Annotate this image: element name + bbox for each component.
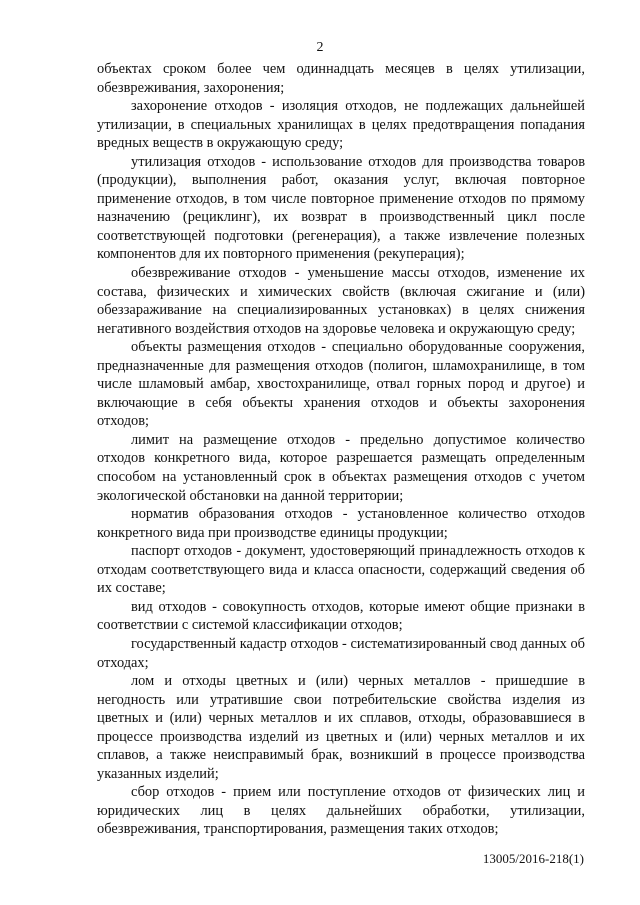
definition-burial: захоронение отходов - изоляция отходов, не подлежащих дальнейшей утилизации, в специальных хранилищах в целях предотвращения попадания вредных веществ в окружающую среду; [97, 98, 585, 152]
document-code: 13005/2016-218(1) [482, 851, 584, 866]
definition-waste-passport: паспорт отходов - документ, удостоверяющий принадлежность отходов к отходам соответствующего вида и класса опасности, содержащий сведения об их составе; [97, 543, 585, 597]
definition-neutralization: обезвреживание отходов - уменьшение массы отходов, изменение их состава, физических и химических свойств (включая сжигание и (или) обеззараживание на специализированных установках) в целях снижения негативного воздействия отходов на здоровье человека и окружающую среду; [97, 265, 585, 337]
definition-metal-scrap: лом и отходы цветных и (или) черных металлов - пришедшие в негодность или утратившие свои потребительские свойства изделия из цветных и (или) черных металлов и их сплавов, отходы, образовавшиеся в процессе производства изделий из цветных и (или) черных металлов и их сплавов, а также неисправимый брак, возникший в процессе производства указанных изделий; [97, 673, 585, 782]
definition-utilization: утилизация отходов - использование отходов для производства товаров (продукции), выполнения работ, оказания услуг, включая повторное применение отходов, в том числе повторное применение отходов по прямому назначению (рециклинг), их возврат в производственный цикл после соответствующей подготовки (регенерация), а также извлечение полезных компонентов для их повторного применения (рекуперация); [97, 153, 585, 263]
page-number: 2 [316, 40, 324, 55]
definition-generation-norm: норматив образования отходов - установленное количество отходов конкретного вида при производстве единицы продукции; [97, 506, 585, 541]
definition-placement-limit: лимит на размещение отходов - предельно допустимое количество отходов конкретного вида, которое разрешается размещать определенным способом на установленный срок в объектах размещения отходов с учетом экологической обстановки на данной территории; [97, 431, 585, 504]
definition-waste-collection: сбор отходов - прием или поступление отходов от физических лиц и юридических лиц в целях дальнейших обработки, утилизации, обезвреживания, транспортирования, размещения таких отходов; [97, 784, 585, 838]
document-body [97, 60, 585, 839]
definition-placement-facilities: объекты размещения отходов - специально оборудованные сооружения, предназначенные для размещения отходов (полигон, шламохранилище, в том числе шламовый амбар, хвостохранилище, отвал горных пород и другое) и включающие в себя объекты хранения отходов и объекты захоронения отходов; [97, 339, 585, 430]
definition-state-cadastre: государственный кадастр отходов - систематизированный свод данных об отходах; [97, 635, 585, 671]
definition-waste-type: вид отходов - совокупность отходов, которые имеют общие признаки в соответствии с системой классификации отходов; [97, 598, 585, 634]
paragraph-continuation: объектах сроком более чем одиннадцать месяцев в целях утилизации, обезвреживания, захоронения; [97, 61, 585, 96]
